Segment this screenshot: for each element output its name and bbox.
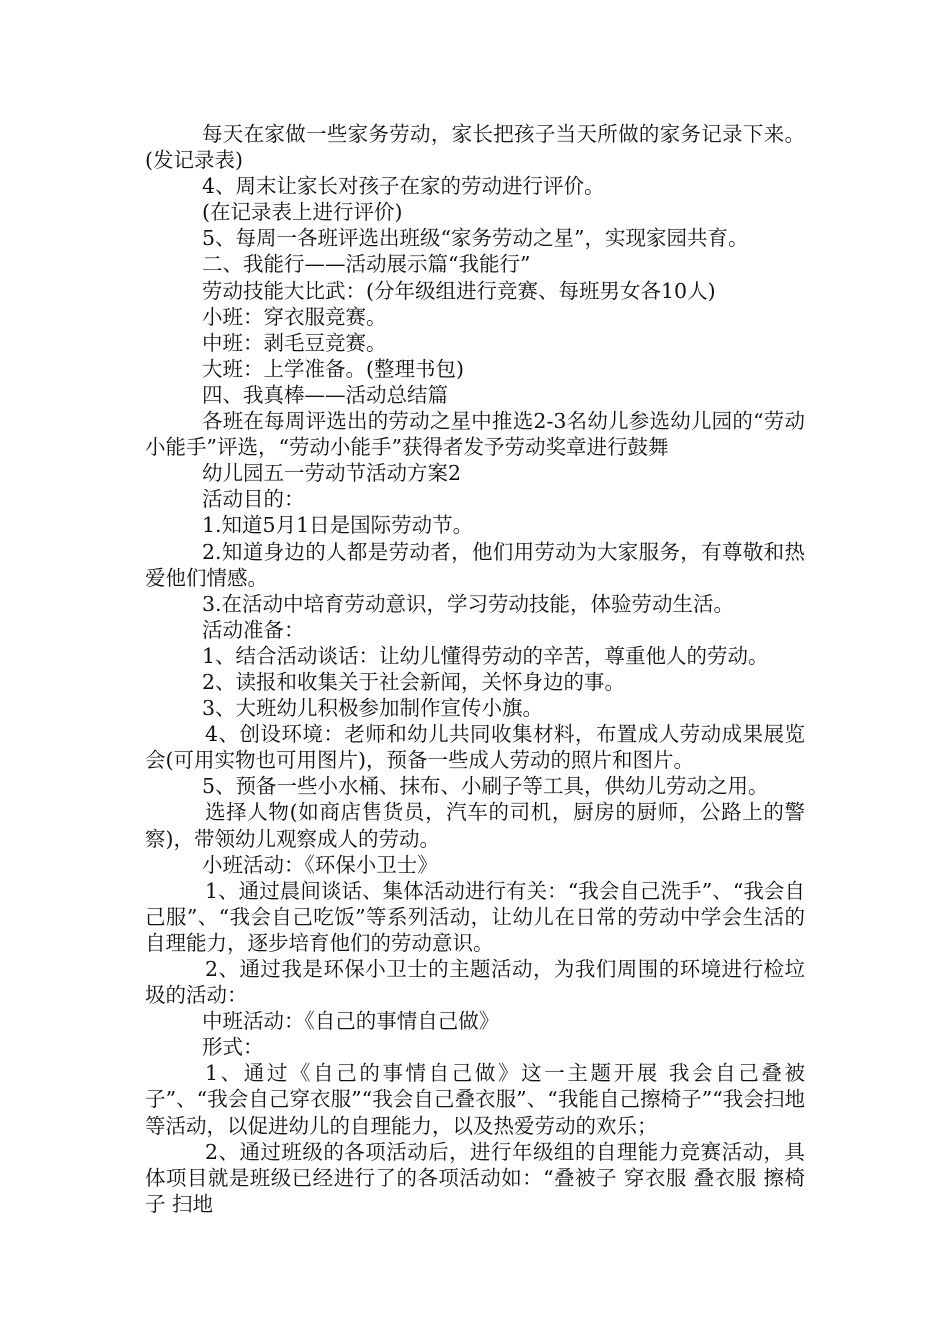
paragraph: 3.在活动中培育劳动意识，学习劳动技能，体验劳动生活。	[202, 591, 735, 616]
paragraph: 2、通过我是环保小卫士的主题活动，为我们周围的环境进行检垃圾的活动：	[145, 957, 805, 1008]
paragraph: 5、每周一各班评选出班级“家务劳动之星”，实现家园共育。	[202, 226, 749, 251]
section-heading: 活动准备：	[202, 617, 305, 642]
paragraph: 1、通过《自己的事情自己做》这一主题开展 我会自己叠被子”、“我会自己穿衣服”“我会自己叠衣服”、“我能自己擦椅子”“我会扫地等活动，以促进幼儿的自理能力，以及热爱劳动的欢乐；	[145, 1061, 805, 1138]
paragraph: 4、周末让家长对孩子在家的劳动进行评价。	[202, 174, 605, 199]
section-heading: 小班活动：《环保小卫士》	[202, 852, 438, 877]
paragraph: 1、结合活动谈话：让幼儿懂得劳动的辛苦，尊重他人的劳动。	[202, 643, 769, 668]
paragraph: 2、读报和收集关于社会新闻，关怀身边的事。	[202, 669, 626, 694]
paragraph: 形式：	[202, 1035, 264, 1060]
paragraph: 每天在家做一些家务劳动，家长把孩子当天所做的家务记录下来。(发记录表)	[145, 122, 805, 173]
paragraph: 劳动技能大比武：(分年级组进行竞赛、每班男女各10人)	[202, 278, 716, 303]
paragraph: 2.知道身边的人都是劳动者，他们用劳动为大家服务，有尊敬和热爱他们情感。	[145, 539, 805, 590]
paragraph: 各班在每周评选出的劳动之星中推选2-3名幼儿参选幼儿园的“劳动小能手”评选，“劳动小能手”获得者发予劳动奖章进行鼓舞	[145, 409, 805, 460]
paragraph: 大班：上学准备。(整理书包)	[202, 356, 464, 381]
paragraph: 3、大班幼儿积极参加制作宣传小旗。	[202, 696, 544, 721]
document-body	[145, 121, 805, 1217]
section-heading: 二、我能行——活动展示篇“我能行”	[202, 252, 531, 277]
section-heading: 活动目的：	[202, 487, 305, 512]
section-heading: 四、我真棒——活动总结篇	[202, 382, 448, 407]
paragraph: 中班：剥毛豆竞赛。	[202, 330, 387, 355]
paragraph: (在记录表上进行评价)	[202, 200, 403, 225]
paragraph: 2、通过班级的各项活动后，进行年级组的自理能力竞赛活动，具体项目就是班级已经进行了的各项活动如：“叠被子 穿衣服 叠衣服 擦椅子 扫地	[145, 1139, 805, 1216]
paragraph: 1、通过晨间谈话、集体活动进行有关：“我会自己洗手”、“我会自己服”、“我会自己吃饭”等系列活动，让幼儿在日常的劳动中学会生活的自理能力，逐步培育他们的劳动意识。	[145, 878, 805, 955]
paragraph: 5、预备一些小水桶、抹布、小刷子等工具，供幼儿劳动之用。	[202, 774, 769, 799]
section-heading: 中班活动：《自己的事情自己做》	[202, 1009, 500, 1034]
paragraph: 小班：穿衣服竞赛。	[202, 304, 387, 329]
paragraph: 4、创设环境：老师和幼儿共同收集材料，布置成人劳动成果展览会(可用实物也可用图片)，预备一些成人劳动的照片和图片。	[145, 722, 805, 773]
paragraph: 1.知道5月1日是国际劳动节。	[202, 513, 474, 538]
document-subtitle: 幼儿园五一劳动节活动方案2	[202, 461, 462, 486]
paragraph: 选择人物(如商店售货员，汽车的司机，厨房的厨师，公路上的警察)，带领幼儿观察成人的劳动。	[145, 800, 805, 851]
